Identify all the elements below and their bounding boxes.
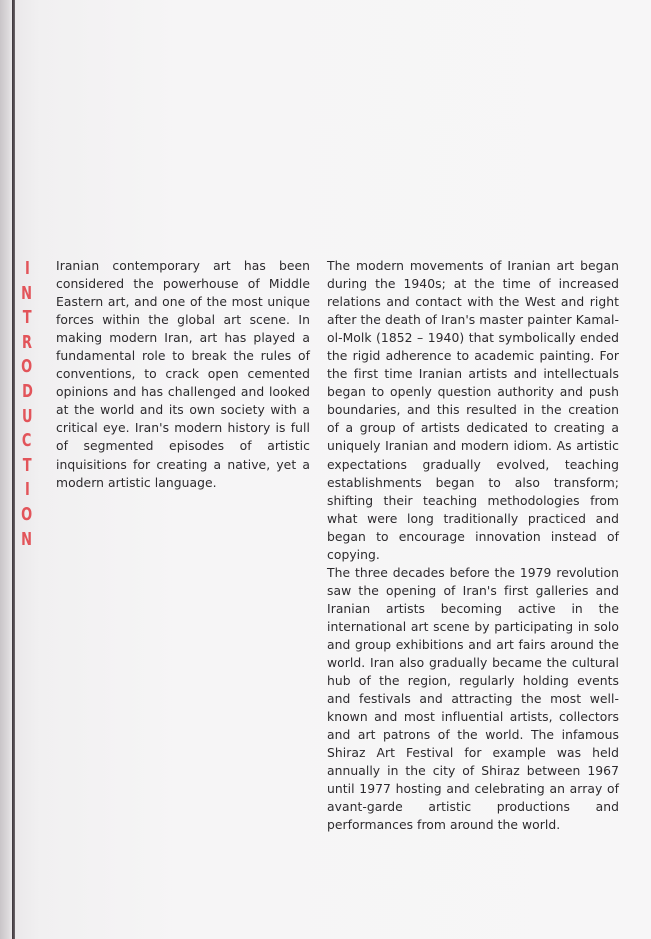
title-letter: T <box>22 454 32 476</box>
title-letter: N <box>21 528 33 550</box>
title-letter: O <box>21 503 33 525</box>
title-letter: N <box>21 282 33 304</box>
body-paragraph: The modern movements of Iranian art began during the 1940s; at the time of increased relations and contact with the West and right after the death of Iran's master painter Kamal-ol-Molk (1852 – 1940) that symbolically ended the rigid adherence to academic painting. For the first time Iranian artists and intellectuals began to openly question authority and push boundaries, and this resulted in the creation of a group of artists dedicated to creating a uniquely Iranian and modern idiom. As artistic expectations gradually evolved, teaching establishments began to also transform; shifting their teaching methodologies from what were long traditionally practiced and began to encourage innovation instead of copying. <box>327 259 619 562</box>
title-letter: I <box>24 258 30 279</box>
title-letter: D <box>21 380 33 402</box>
section-title-vertical <box>18 257 36 552</box>
title-letter: R <box>22 331 32 353</box>
title-letter: O <box>21 356 33 378</box>
book-spine-shadow <box>0 0 12 939</box>
left-text-column <box>56 257 310 492</box>
title-letter: C <box>22 430 32 452</box>
body-paragraph: The three decades before the 1979 revolution saw the opening of Iran's first galleries and Iranian artists becoming active in the international art scene by participating in solo and group exhibitions and art fairs around the world. Iran also gradually became the cultural hub of the region, regularly holding events and festivals and attracting the most well-known and most influential artists, collectors and art patrons of the world. The infamous Shiraz Art Festival for example was held annually in the city of Shiraz between 1967 until 1977 hosting and celebrating an array of avant-garde artistic productions and performances from around the world. <box>327 565 619 833</box>
title-letter: T <box>22 307 32 329</box>
page-edge-line <box>12 0 15 939</box>
body-paragraph: Iranian contemporary art has been considered the powerhouse of Middle Eastern art, and one of the most unique forces within the global art scene. In making modern Iran, art has played a fundamental role to break the rules of conventions, to crack open cemented opinions and has challenged and looked at the world and its own society with a critical eye. Iran's modern history is full of segmented episodes of artistic inquisitions for creating a native, yet a modern artistic language. <box>56 259 310 490</box>
title-letter: U <box>21 405 33 427</box>
title-letter: I <box>24 479 30 501</box>
right-text-column <box>327 257 619 835</box>
